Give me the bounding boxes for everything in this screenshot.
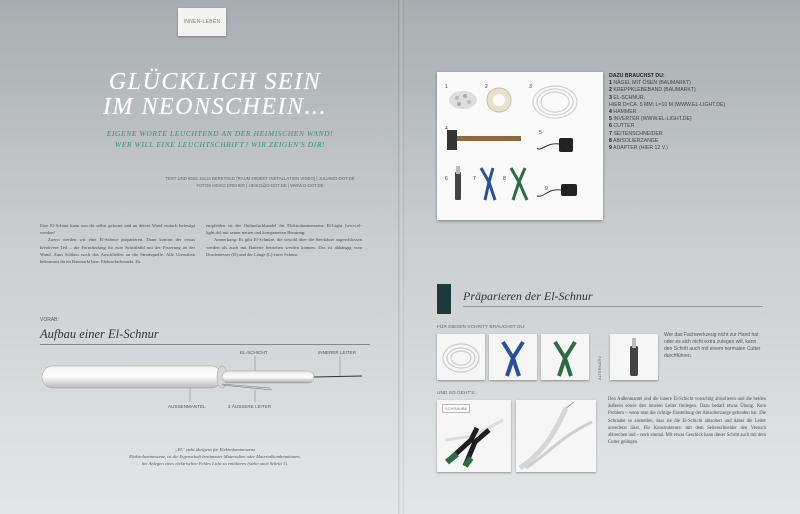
body-column-2: [206, 222, 362, 258]
section-rule: [463, 306, 763, 307]
voraus-label: VORAB:: [40, 317, 59, 323]
photo-num-9: 9: [545, 186, 548, 192]
page-title: [60, 70, 370, 120]
stripped-wire-illustration: [516, 400, 596, 472]
materials-item: 9 ADAPTER (HIER 12 V.): [609, 145, 668, 152]
side-cutter-icon: [481, 168, 495, 200]
diagram-heading: Aufbau einer El-Schnur: [40, 327, 159, 341]
footnote-line-1: „EL" steht übrigens für Elektrolumineszenz: [174, 447, 256, 452]
howto-text: Den Außenmantel und die innere El-Schicht vorsichtig abisolieren und die beiden äußeren sowie den inneren Leiter freilegen. Dazu bedarf etwas Übung. Kein Problem – wenn man die richtige Einstellung der Abisolierzange gefunden hat. Die Schraube so einstellen, dass sie die El-Schicht abisoliert und dabei die Leiter unverletzt lässt. Für Konstrukteure: mit dem Seitenschneider den Versuch abbrechen und – noch einmal. Mit etwas Geschick kann dieser Schritt auch mit dem Cutter gelingen.: [608, 397, 766, 446]
wire-stripper-icon: [541, 334, 589, 380]
materials-item: 5 INVERTER (WWW.EL-LIGHT.DE): [609, 116, 692, 123]
step-needs-label: FÜR DIESEN SCHRITT BRAUCHST DU:: [437, 325, 526, 330]
body-column-1: [40, 222, 195, 265]
und-so-label: UND SO GEHT'S:: [437, 391, 476, 396]
col1-paragraph-2: Zuerst werden wir eine El-Schnur präparieren. Dann kommt der etwas kreativere Teil – die Formfindung für eure Schriftbild mit der Fixierung an der Wand. Zum Schluss noch das Anschließen an die Stromquelle. Alle Utensilien bekommst du im Baumarkt bzw. Elektrofachmarkt. Zu: [40, 237, 195, 265]
materials-item: 8 ABISOLIERZANGE: [609, 137, 659, 144]
subtitle: [70, 128, 370, 150]
materials-item: 1 NÄGEL MIT ÖSEN (BAUMARKT): [609, 80, 691, 87]
footnote: [60, 446, 370, 467]
subtitle-line-2: WER WILL EINE LEUCHTSCHRIFT? WIR ZEIGEN'S DIR!: [114, 140, 326, 149]
materials-item: 3 EL-SCHNUR,: [609, 94, 646, 101]
title-line-2: IM NEONSCHEIN...: [103, 94, 327, 120]
section-title: Präparieren der El-Schnur: [463, 289, 593, 303]
materials-item: 4 HAMMER: [609, 109, 637, 116]
thumb-wire-stripper: [541, 334, 589, 380]
credits-line-1: TEXT UND IDEE JULIA BERKTOLD (RAUM OBJEKT INSTALLATION VIDEO) | JULIAMO-DOT.DE: [165, 176, 355, 181]
label-el-schicht: EL-SCHICHT: [240, 350, 268, 355]
el-layer: [222, 371, 314, 383]
thumb-cutter: [610, 334, 658, 380]
col2-paragraph-2: Anmerkung: Es gibt El-Schnüre, die sowohl über die Steckdose angeschlossen werden als auch mit Batterie betrieben werden können. Das ist abhängig vom Durchmesser (D) und der Länge (L) eurer Schnur.: [206, 237, 362, 257]
label-aussenmantel: AUSSENMANTEL: [168, 404, 206, 409]
label-aeussere-leiter: 2 ÄUSSERE LEITER: [228, 404, 272, 409]
el-wire-coil-icon: [437, 334, 485, 380]
subtitle-line-1: EIGENE WORTE LEUCHTEND AN DER HEIMISCHEN WAND!: [106, 129, 334, 138]
cutter-icon: [455, 166, 461, 200]
credits: [150, 175, 370, 189]
thumb-el-wire: [437, 334, 485, 380]
el-wire-coil: [533, 86, 577, 118]
adapter-icon: [537, 184, 577, 196]
materials-list: [609, 73, 759, 152]
photo-num-6: 6: [445, 176, 448, 182]
schraube-label: SCHRAUBE: [442, 404, 470, 413]
cutter-icon: [610, 334, 658, 380]
materials-item: 2 KREPPKLEBEBAND (BAUMARKT): [609, 87, 696, 94]
materials-photo: [437, 72, 603, 220]
credits-line-2: FOTOS HEIKO DREHER | HEIKO@D-DOT.DE | WWW.D-DOT.DE: [196, 183, 324, 188]
side-cutter-icon: [489, 334, 537, 380]
footnote-line-3: bei Anlegen eines elektrischen Feldes Licht zu emittieren (siehe auch Schritt 3).: [141, 461, 289, 466]
thumb-side-cutter: [489, 334, 537, 380]
col1-paragraph-1: Eine El-Schnur kann von dir selbst geformt und an deiner Wand einfach befestigt werden!: [40, 223, 195, 236]
photo-num-7: 7: [473, 176, 476, 182]
thumb-stripped-wire: [516, 400, 596, 472]
alternativ-label: ALTERNATIV: [597, 355, 602, 380]
title-line-1: GLÜCKLICH SEIN: [108, 69, 322, 95]
photo-num-3: 3: [529, 84, 532, 90]
inverter-box: [537, 138, 573, 152]
materials-item: 7 SEITENSCHNEIDER: [609, 130, 663, 137]
alternative-text: Wer das Fachwerkzeug nicht zur Hand hat oder es sich nicht extra zulegen will, kann den Schritt auch mit einem normalen Cutter durchführen.: [664, 332, 761, 359]
nails-pile: [449, 91, 477, 109]
materials-heading: DAZU BRAUCHST DU:: [609, 73, 665, 79]
outer-jacket: [42, 366, 222, 388]
label-innerer-leiter: INNERER LEITER: [318, 350, 357, 355]
hammer-icon: [447, 130, 521, 150]
materials-item: 6 CUTTER: [609, 123, 635, 130]
photo-num-8: 8: [503, 176, 506, 182]
wire-stripper-icon: [511, 168, 527, 200]
materials-item: HIER D=CA. 5 MM; L=10 M (WWW.EL-LIGHT.DE): [609, 101, 726, 108]
footnote-line-2: Elektrolumineszenz, ist die Eigenschaft bestimmter Materialien oder Materialkombinationen,: [129, 454, 301, 459]
photo-num-2: 2: [485, 84, 488, 90]
section-tag: INNEN-LEBEN: [178, 8, 226, 36]
photo-num-4: 4: [445, 126, 448, 132]
photo-num-1: 1: [445, 84, 448, 90]
tape-roll: [487, 88, 511, 112]
col2-paragraph-1: empfehlen ist der Onlinefachhandel für Elektrolumineszenz El-Light (www.el-light.de) mit seiner netten und kompetenten Beratung.: [206, 223, 362, 236]
inner-conductor: [314, 376, 362, 377]
materials-illustration: [437, 72, 603, 220]
page-gutter: [398, 0, 404, 514]
photo-num-5: 5: [539, 130, 542, 136]
section-bar: [437, 284, 451, 314]
